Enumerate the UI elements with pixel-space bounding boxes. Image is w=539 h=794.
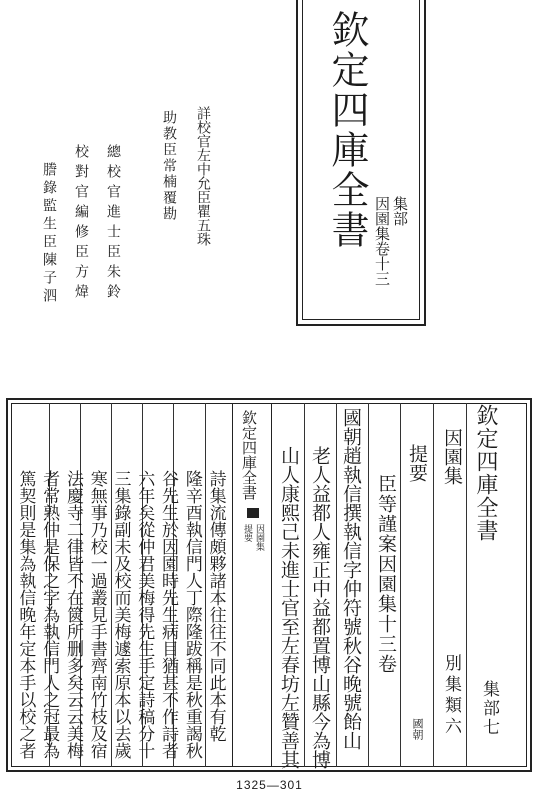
body-column-9: 寒無事乃校一過叢見手書齊南竹枝及宿 [86, 470, 107, 759]
cover-official-1: 詳校官左中允臣瞿五珠 [195, 106, 211, 246]
column-divider [304, 403, 305, 767]
body-column-2: 老人益都人雍正中益都置博山縣今為博 [309, 446, 331, 769]
body-column-10: 法慶寺二律皆不在篋所删多矣云云美梅 [62, 470, 83, 759]
cover-volume: 因園集卷十三 [373, 196, 391, 286]
classification: 別集類六 [441, 654, 461, 738]
body-column-3: 山人康熙己未進士官至左春坊左贊善其 [278, 446, 300, 769]
book-name: 因園集 [441, 428, 463, 485]
section-heading: 提要 [406, 444, 428, 482]
header-category: 集部七 [479, 680, 499, 737]
dynasty: 國朝 [411, 718, 424, 740]
fish-tail-book: 因園集 [254, 524, 264, 551]
page-number: 1325—301 [236, 778, 303, 792]
column-divider [466, 403, 467, 767]
cover-title: 欽定四庫全書 [325, 10, 369, 250]
column-divider [336, 403, 337, 767]
body-column-12: 篤契則是集為執信晚年定本手以校之者 [15, 470, 36, 759]
body-column-5: 隆辛酉執信門人丁際隆跋稱是秋重謁秋 [181, 470, 202, 759]
body-column-11: 者常熟仲是保之字為執信門人之冠最為 [39, 470, 60, 759]
colophon: 臣等謹案因園集十三卷 [375, 474, 397, 674]
body-column-1: 國朝趙執信撰執信字仲符號秋谷晚號飴山 [340, 408, 362, 750]
column-divider [400, 403, 401, 767]
fish-tail-title: 欽定四庫全書 [240, 410, 258, 500]
body-column-4: 詩集流傳頗夥諸本往往不同此本有乾 [205, 470, 226, 742]
body-column-6: 谷先生於因園時先生病目猶甚不作詩者 [158, 470, 179, 759]
column-divider [433, 403, 434, 767]
fish-tail-section: 提要 [242, 524, 252, 542]
cover-official-2: 助教臣常楠覆勘 [161, 110, 177, 222]
cover-official-3: 總校官進士臣朱鈴 [105, 144, 121, 304]
cover-category: 集部 [391, 196, 409, 226]
cover-official-4: 校對官編修臣方煒 [73, 144, 89, 304]
body-column-8: 三集錄副未及校而美梅遽索原本以去歲 [110, 470, 131, 759]
body-column-7: 六年矣從仲君美梅得先生手定詩稿分十 [134, 470, 155, 759]
column-divider [368, 403, 369, 767]
cover-official-5: 謄錄監生臣陳子泗 [41, 162, 57, 306]
fish-tail-mark [247, 508, 259, 518]
header-title: 欽定四庫全書 [473, 404, 498, 542]
